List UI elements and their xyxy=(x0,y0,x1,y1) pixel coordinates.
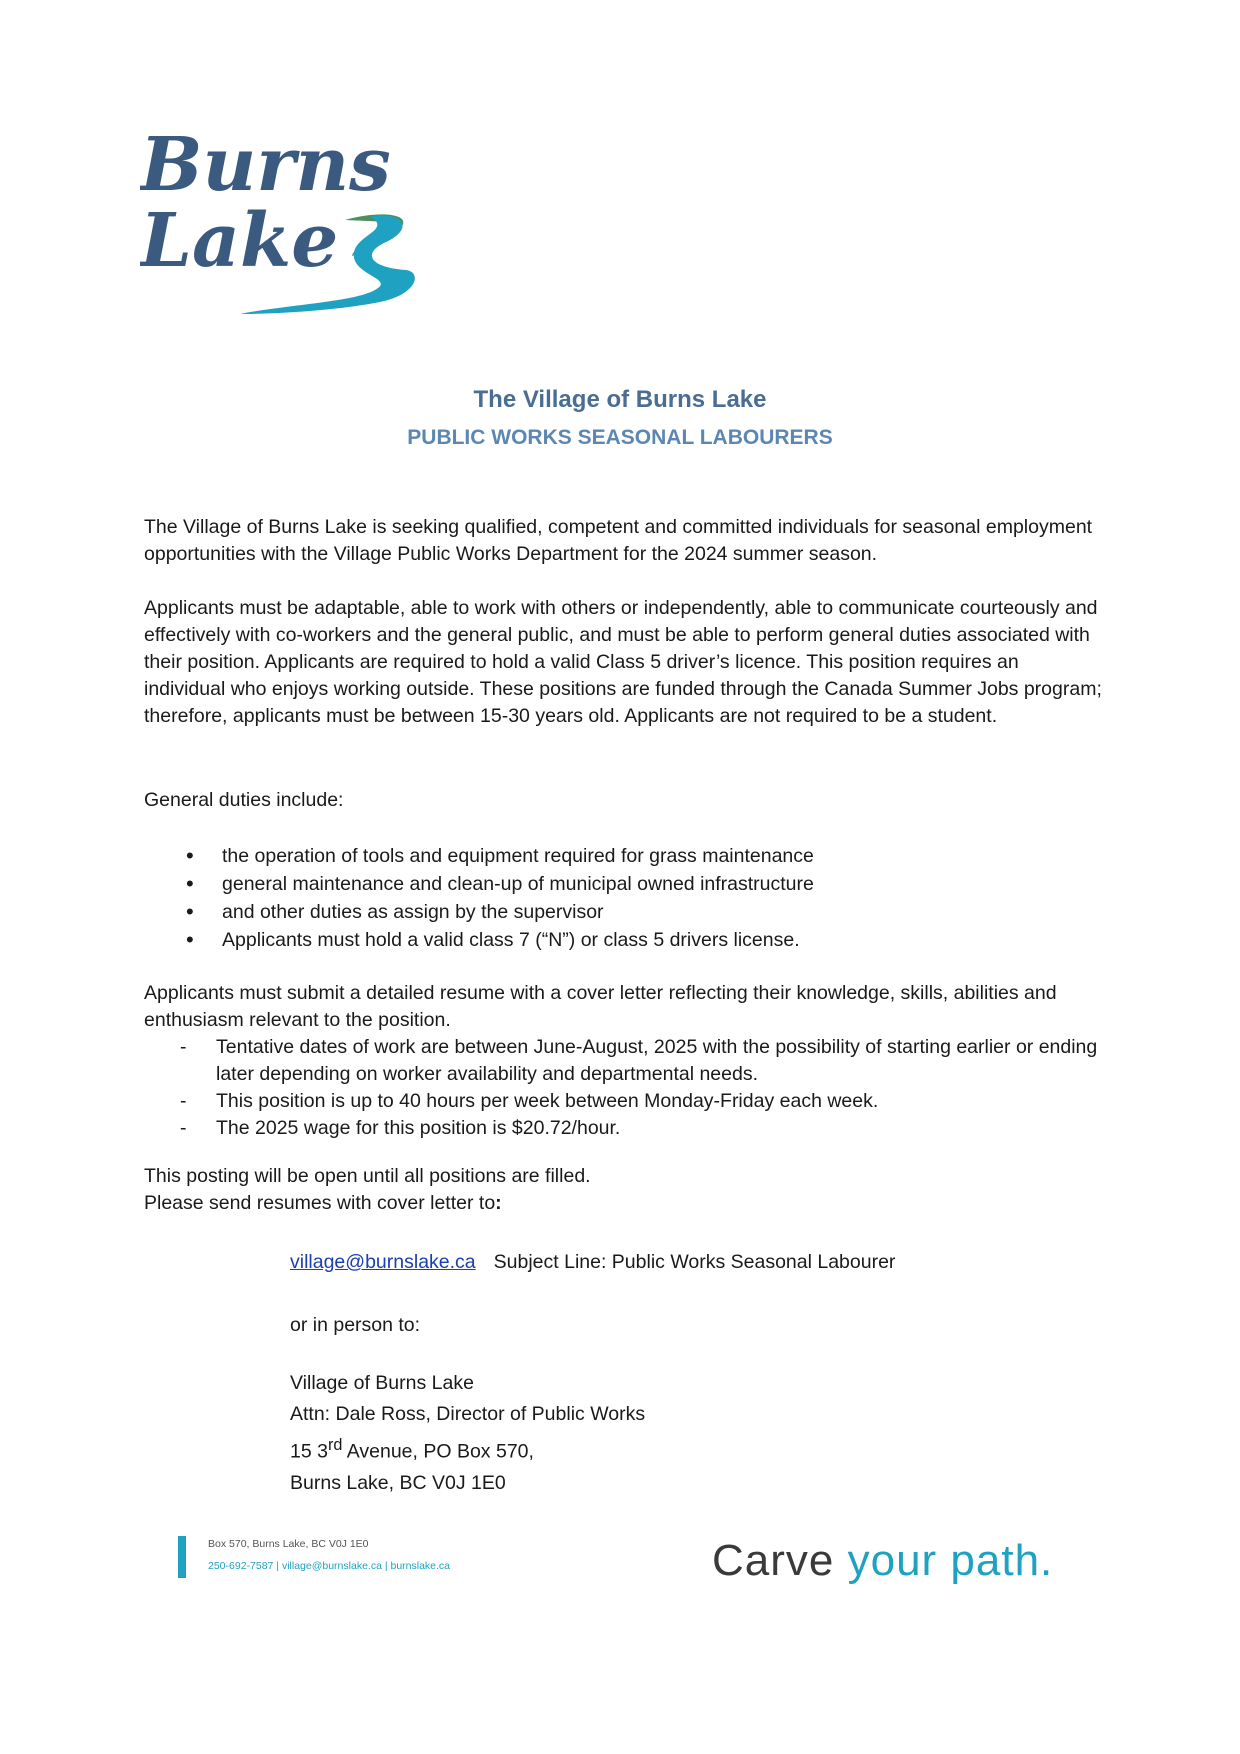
address-street-suffix: Avenue, PO Box 570, xyxy=(342,1440,534,1463)
address-street-sup: rd xyxy=(327,1436,343,1454)
address-street xyxy=(290,1430,645,1468)
closing-line-2 xyxy=(144,1190,1104,1217)
list-item: - The 2025 wage for this position is $20.72/hour. xyxy=(144,1115,1104,1142)
slogan-part-1: Carve xyxy=(712,1536,848,1585)
details-list xyxy=(144,1034,1104,1142)
list-item: • and other duties as assign by the supervisor xyxy=(144,898,1104,926)
address-city: Burns Lake, BC V0J 1E0 xyxy=(290,1471,506,1494)
burns-lake-logo xyxy=(140,118,430,328)
logo-graphic xyxy=(140,118,430,328)
email-line xyxy=(290,1247,895,1278)
footer-contact: 250-692-7587 | village@burnslake.ca | burnslake.ca xyxy=(208,1560,451,1572)
address-name: Village of Burns Lake xyxy=(290,1372,474,1394)
closing-colon: : xyxy=(495,1192,502,1214)
address-street-prefix: 15 3 xyxy=(290,1440,328,1463)
duties-list xyxy=(144,842,1104,954)
list-item: • general maintenance and clean-up of municipal owned infrastructure xyxy=(144,870,1104,898)
submission-paragraph: Applicants must submit a detailed resume with a cover letter reflecting their knowledge, skills, abilities and enthusiasm relevant to the position. xyxy=(144,982,1057,1031)
requirements-paragraph: Applicants must be adaptable, able to work with others or independently, able to communicate courteously and effectively with co-workers and the general public, and must be able to perform general duties associated with their position. Applicants are required to hold a valid Class 5 driver’s licence. This position requires an individual who enjoys working outside. These positions are funded through the Canada Summer Jobs program; therefore, applicants must be between 15-30 years old. Applicants are not required to be a student. xyxy=(144,597,1102,727)
page-subtitle: PUBLIC WORKS SEASONAL LABOURERS xyxy=(407,426,833,449)
list-item: • Applicants must hold a valid class 7 (“N”) or class 5 drivers license. xyxy=(144,926,1104,954)
footer-address: Box 570, Burns Lake, BC V0J 1E0 xyxy=(208,1538,369,1550)
subject-line: Subject Line: Public Works Seasonal Labourer xyxy=(493,1251,896,1273)
in-person-label: or in person to: xyxy=(290,1314,421,1336)
footer-slogan xyxy=(712,1536,1053,1586)
logo-line1: Burns xyxy=(140,122,391,208)
page-title: The Village of Burns Lake xyxy=(473,386,767,413)
list-item: - This position is up to 40 hours per week between Monday-Friday each week. xyxy=(144,1088,1104,1115)
footer-accent-bar xyxy=(178,1536,186,1578)
closing-line-1: This posting will be open until all positions are filled. xyxy=(144,1165,591,1187)
logo-line2: Lake xyxy=(140,198,339,284)
closing-block xyxy=(144,1163,1104,1217)
mailing-address xyxy=(290,1368,645,1499)
intro-paragraph: The Village of Burns Lake is seeking qualified, competent and committed individuals for seasonal employment opportunities with the Village Public Works Department for the 2024 summer season. xyxy=(144,516,1093,565)
list-item: • the operation of tools and equipment required for grass maintenance xyxy=(144,842,1104,870)
duties-heading: General duties include: xyxy=(144,789,344,811)
email-link[interactable]: village@burnslake.ca xyxy=(290,1251,476,1273)
slogan-part-2: your path. xyxy=(847,1536,1054,1585)
address-attn: Attn: Dale Ross, Director of Public Works xyxy=(290,1403,646,1425)
closing-line-2-text: Please send resumes with cover letter to xyxy=(144,1192,496,1214)
list-item: - Tentative dates of work are between June-August, 2025 with the possibility of starting earlier or ending later depending on worker availability and departmental needs. xyxy=(144,1034,1104,1088)
